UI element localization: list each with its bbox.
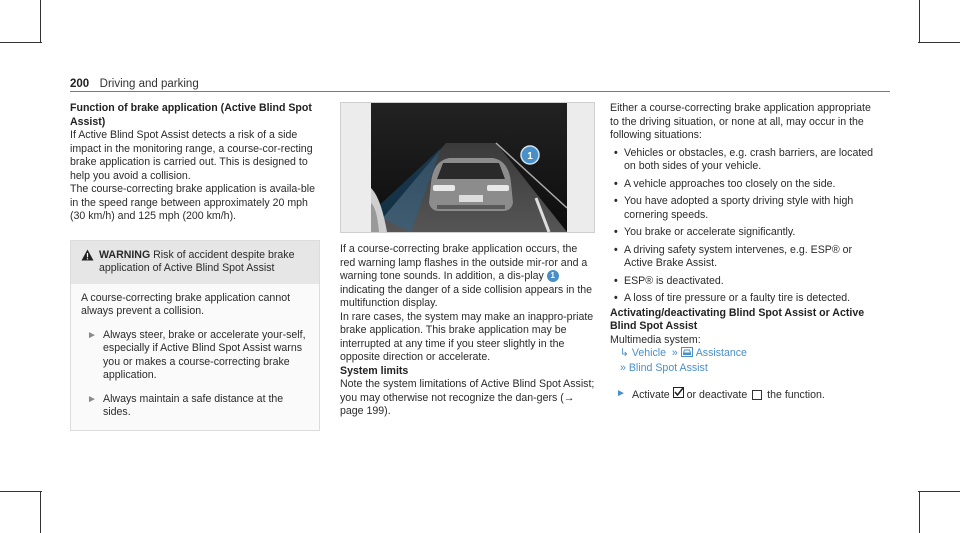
list-item xyxy=(610,178,880,192)
action-activate-text: Activate xyxy=(632,389,670,401)
crop-mark xyxy=(919,0,920,42)
list-item xyxy=(610,195,880,222)
list-item-text: ESP® is deactivated. xyxy=(624,274,724,287)
crop-mark xyxy=(40,491,41,533)
list-item xyxy=(610,226,880,240)
warning-box xyxy=(70,240,320,431)
bullet-icon: • xyxy=(614,195,618,207)
header-divider xyxy=(70,91,890,92)
list-item xyxy=(610,147,880,174)
crop-mark xyxy=(0,491,42,492)
paragraph: In rare cases, the system may make an inappro-priate brake application. This brake application may be interrupted at any time if you steer slightly in the opposite direction or accelerate. xyxy=(340,310,594,363)
list-item-text: A vehicle approaches too closely on the side. xyxy=(624,177,836,190)
paragraph: Note the system limitations of Active Blind Spot Assist; you may otherwise not recognize the dan-gers (→ page 199). xyxy=(340,378,595,417)
warning-title: WARNING xyxy=(99,248,151,261)
warning-triangle-icon xyxy=(81,249,99,276)
section-title: Driving and parking xyxy=(99,78,199,90)
paragraph xyxy=(340,243,595,311)
column-middle xyxy=(340,102,595,419)
warning-item xyxy=(81,329,309,383)
bullet-icon: • xyxy=(614,292,618,304)
crop-mark xyxy=(918,42,960,43)
section-heading: Function of brake application (Active Blind Spot Assist) xyxy=(70,102,312,128)
action-text xyxy=(632,387,825,403)
multimedia-label: Multimedia system: xyxy=(610,333,701,346)
paragraph-text: indicating the danger of a side collision appears in the multifunction display. xyxy=(340,283,593,309)
chevron-double-icon: » xyxy=(671,347,678,359)
paragraph: If Active Blind Spot Assist detects a risk of a side impact in the monitoring range, a course-cor-recting brake application is carried out. This is designed to help you avoid a collision. xyxy=(70,129,313,182)
paragraph-text: If a course-correcting brake application occurs, the red warning lamp flashes in the outside mir-ror and a warning tone sounds. In addition, a dis-play xyxy=(340,243,588,282)
bullet-icon: • xyxy=(614,243,618,256)
bullet-icon: • xyxy=(614,274,618,287)
action-function-text: the function. xyxy=(767,389,825,401)
column-left xyxy=(70,102,320,431)
warning-title-text: Risk of accident despite brake application of Active Blind Spot Assist xyxy=(99,248,295,274)
action-deactivate-text: or deactivate xyxy=(686,389,748,401)
column-right xyxy=(610,102,880,403)
paragraph: Either a course-correcting brake application appropriate to the driving situation, or none at all, may occur in the following situations: xyxy=(610,102,871,141)
crop-mark xyxy=(40,0,41,42)
warning-item xyxy=(81,393,309,420)
page-number: 200 xyxy=(70,78,90,90)
list-item xyxy=(610,292,880,306)
warning-header xyxy=(71,241,319,284)
paragraph: The course-correcting brake application is availa-ble in the speed range between approximately 20 mph (30 km/h) and 125 mph (200 km/h). xyxy=(70,183,315,222)
list-item-text: A driving safety system intervenes, e.g. ESP® or Active Brake Assist. xyxy=(624,243,853,269)
action-arrow-icon: ► xyxy=(87,329,97,341)
warning-item-text: Always steer, brake or accelerate your-self, especially if Active Blind Spot Assist warns you or makes a course-correcting brake application. xyxy=(103,328,306,381)
menu-path xyxy=(610,347,880,362)
page-header xyxy=(70,74,890,92)
figure-callout: 1 xyxy=(527,151,533,162)
crop-mark xyxy=(919,491,920,533)
list-item xyxy=(610,244,880,271)
action-arrow-icon: ► xyxy=(616,388,626,399)
callout-marker: 1 xyxy=(547,270,559,282)
checkbox-empty-icon[interactable] xyxy=(752,390,762,400)
warning-item-text: Always maintain a safe distance at the sides. xyxy=(103,392,284,418)
action-step xyxy=(610,387,880,403)
chevron-double-icon: » xyxy=(620,361,626,374)
bullet-icon: • xyxy=(614,177,618,190)
action-arrow-icon: ► xyxy=(87,393,97,405)
menu-item-blind-spot-assist[interactable]: Blind Spot Assist xyxy=(628,361,708,374)
warning-text: A course-correcting brake application cannot always prevent a collision. xyxy=(81,291,291,317)
car-rear-view-image xyxy=(371,103,567,232)
menu-item-assistance[interactable]: Assistance xyxy=(695,347,747,359)
return-arrow-icon: ↳ xyxy=(620,347,629,359)
list-item-text: A loss of tire pressure or a faulty tire is detected. xyxy=(624,292,851,304)
checkbox-checked-icon[interactable] xyxy=(673,389,687,401)
car-illustration xyxy=(340,102,595,233)
bullet-icon: • xyxy=(614,226,618,238)
crop-mark xyxy=(918,491,960,492)
list-item-text: Vehicles or obstacles, e.g. crash barriers, are located on both sides of your vehicle. xyxy=(624,146,874,172)
car-icon xyxy=(681,347,693,362)
bullet-icon: • xyxy=(614,146,618,159)
list-item-text: You have adopted a sporty driving style with high cornering speeds. xyxy=(624,195,854,221)
menu-path xyxy=(610,362,880,376)
crop-mark xyxy=(0,42,42,43)
menu-item-vehicle[interactable]: Vehicle xyxy=(631,347,667,359)
warning-body xyxy=(71,284,319,430)
list-item xyxy=(610,275,880,289)
list-item-text: You brake or accelerate significantly. xyxy=(624,226,796,238)
section-heading: Activating/deactivating Blind Spot Assist or Active Blind Spot Assist xyxy=(610,306,865,332)
section-heading: System limits xyxy=(340,364,409,377)
